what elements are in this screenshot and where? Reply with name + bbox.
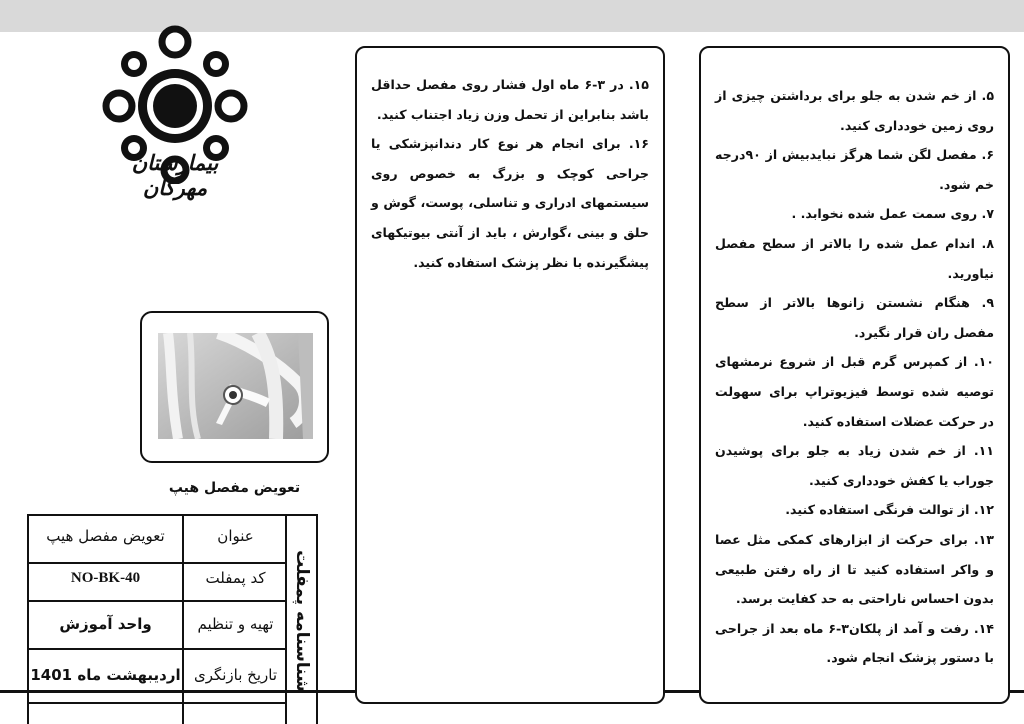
table-row [29, 648, 287, 704]
list-item: ۹. هنگام نشستن زانوها بالاتر از سطح مفصل ران قرار نگیرد. [715, 295, 994, 340]
row-label: تاریخ بازنگری [182, 648, 287, 702]
list-item: ۱۴. رفت و آمد از پلکان۳-۶ ماه بعد از جراحی با دستور پزشک انجام شود. [715, 620, 994, 666]
column-divider [182, 702, 184, 724]
list-item: ۱۶. برای انجام هر نوع کار دندانپزشکی یا جراحی کوچک و بزرگ به خصوص روی سیستمهای ادراری و تناسلی، پوست، گوش و حلق و بینی ،گوارش ، باید از آنتی بیوتیکهای پیشگیرنده با نظر پزشک استفاده کنید. [371, 136, 649, 270]
row-value: واحد آموزش [59, 615, 152, 633]
photo-caption: تعویض مفصل هیپ [168, 480, 301, 496]
table-row [29, 556, 287, 602]
row-value: NO-BK-40 [70, 569, 141, 586]
pamphlet-id-table [27, 514, 318, 724]
row-value: تعویض مفصل هیپ [46, 527, 165, 545]
hospital-name: بیمارستان مهرگان [131, 150, 219, 200]
list-item: ۷. روی سمت عمل شده نخوابد. . [791, 206, 994, 222]
list-item: ۱۲. از توالت فرنگی استفاده کنید. [785, 502, 994, 518]
list-item: ۱۵. در ۳-۶ ماه اول فشار روی مفصل حداقل باشد بنابراین از تحمل وزن زیاد اجتناب کنید. [371, 77, 649, 122]
list-item: ۸. اندام عمل شده را بالاتر از سطح مفصل نیاورید. [715, 235, 994, 281]
list-item: ۵. از خم شدن به جلو برای برداشتن چیزی از روی زمین خودداری کنید. [715, 88, 994, 133]
id-table-title: شناسنامه پمفلت [291, 550, 312, 692]
row-label: تهیه و تنظیم [182, 600, 287, 648]
table-row [29, 600, 287, 650]
row-value: اردیبهشت ماه 1401 [30, 666, 181, 684]
hip-joint-xray-icon [158, 333, 313, 439]
instructions-panel-right [699, 46, 1010, 704]
row-label: کد پمفلت [182, 556, 287, 600]
row-label: عنوان [182, 516, 287, 556]
list-item: ۱۳. برای حرکت از ابزارهای کمکی مثل عصا و واکر استفاده کنید تا از راه رفتن طبیعی بدون احساس ناراحتی به حد کفایت برسد. [715, 531, 994, 607]
photo-frame [140, 311, 329, 463]
list-item: ۱۱. از خم شدن زیاد به جلو برای پوشیدن جوراب یا کفش خودداری کنید. [715, 443, 994, 488]
id-table-side-header [285, 516, 316, 724]
empty-table-row [29, 702, 287, 724]
list-item: ۶. مفصل لگن شما هرگز نبایدبیش از ۹۰درجه خم شود. [715, 147, 994, 192]
instructions-panel-middle [355, 46, 665, 704]
list-item: ۱۰. از کمپرس گرم قبل از شروع نرمشهای توصیه شده توسط فیزیوتراپ برای سهولت در حرکت عضلات استفاده کنید. [715, 354, 994, 429]
